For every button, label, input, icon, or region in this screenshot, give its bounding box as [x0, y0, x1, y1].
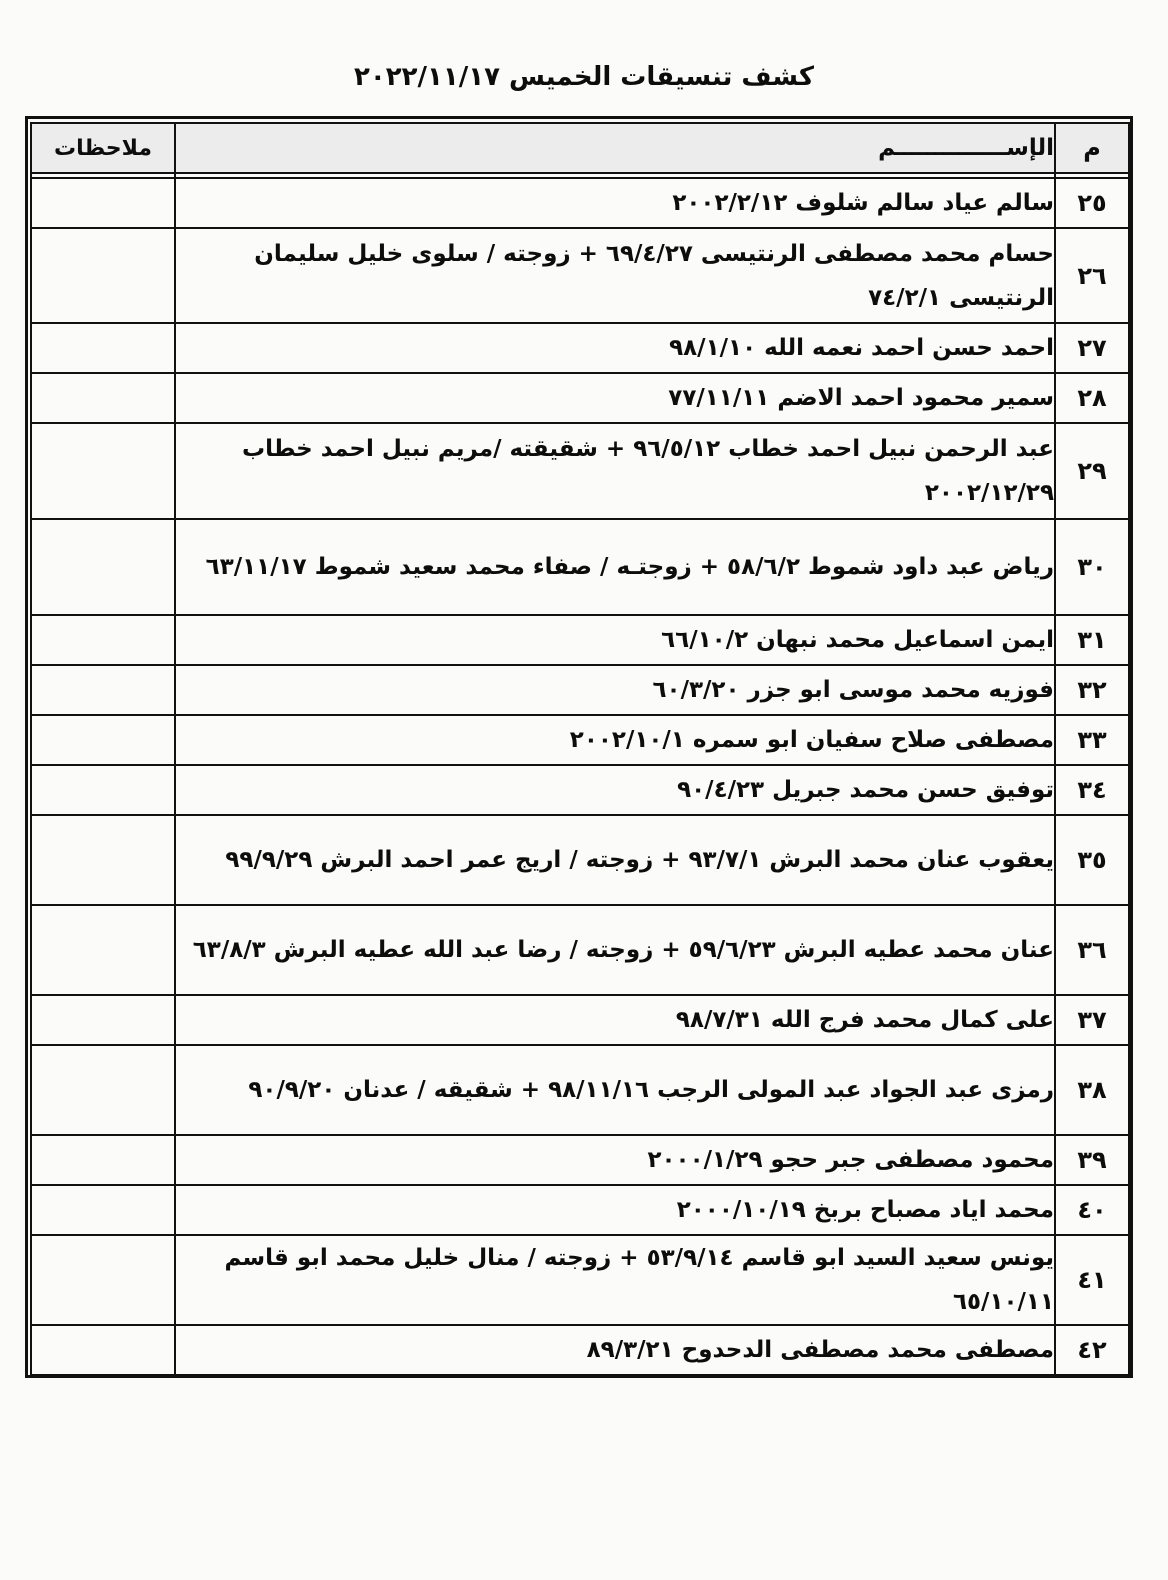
row-notes [31, 905, 175, 995]
row-notes [31, 323, 175, 373]
table-row [31, 1235, 1129, 1325]
row-number: ٢٥ [1055, 178, 1129, 228]
row-notes [31, 373, 175, 423]
row-number: ٢٨ [1055, 373, 1129, 423]
table-row [31, 178, 1129, 228]
table-row [31, 1325, 1129, 1375]
row-notes [31, 178, 175, 228]
row-name-details: سمير محمود احمد الاضم ٧٧/١١/١١ [175, 373, 1055, 423]
table-row [31, 715, 1129, 765]
table-row [31, 665, 1129, 715]
row-notes [31, 1135, 175, 1185]
row-number: ٣٢ [1055, 665, 1129, 715]
row-number: ٢٧ [1055, 323, 1129, 373]
row-number: ٤٠ [1055, 1185, 1129, 1235]
row-notes [31, 995, 175, 1045]
page-title: كشف تنسيقات الخميس ٢٠٢٢/١١/١٧ [354, 62, 814, 92]
row-name-details: توفيق حسن محمد جبريل ٩٠/٤/٢٣ [175, 765, 1055, 815]
row-name-details: عنان محمد عطيه البرش ٥٩/٦/٢٣ + زوجته / رضا عبد الله عطيه البرش ٦٣/٨/٣ [175, 905, 1055, 995]
row-name-details: يعقوب عنان محمد البرش ٩٣/٧/١ + زوجته / اريج عمر احمد البرش ٩٩/٩/٢٩ [175, 815, 1055, 905]
row-name-details: يونس سعيد السيد ابو قاسم ٥٣/٩/١٤ + زوجته / منال خليل محمد ابو قاسم ٦٥/١٠/١١ [175, 1235, 1055, 1325]
header-notes: ملاحظات [31, 123, 175, 173]
row-notes [31, 665, 175, 715]
row-name-details: فوزيه محمد موسى ابو جزر ٦٠/٣/٢٠ [175, 665, 1055, 715]
row-number: ٣٩ [1055, 1135, 1129, 1185]
row-notes [31, 715, 175, 765]
row-notes [31, 765, 175, 815]
row-name-details: مصطفى صلاح سفيان ابو سمره ٢٠٠٢/١٠/١ [175, 715, 1055, 765]
header-num: م [1055, 123, 1129, 173]
row-number: ٣٤ [1055, 765, 1129, 815]
table-row [31, 615, 1129, 665]
row-name-details: مصطفى محمد مصطفى الدحدوح ٨٩/٣/٢١ [175, 1325, 1055, 1375]
row-number: ٣٧ [1055, 995, 1129, 1045]
table-row [31, 228, 1129, 323]
row-number: ٤٢ [1055, 1325, 1129, 1375]
row-name-details: سالم عياد سالم شلوف ٢٠٠٢/٢/١٢ [175, 178, 1055, 228]
table-row [31, 519, 1129, 615]
row-notes [31, 1045, 175, 1135]
table-row [31, 905, 1129, 995]
row-name-details: محمود مصطفى جبر حجو ٢٠٠٠/١/٢٩ [175, 1135, 1055, 1185]
row-name-details: رياض عبد داود شموط ٥٨/٦/٢ + زوجتـه / صفاء محمد سعيد شموط ٦٣/١١/١٧ [175, 519, 1055, 615]
header-name: الإســــــــــــــم [175, 123, 1055, 173]
table-row [31, 323, 1129, 373]
row-name-details: رمزى عبد الجواد عبد المولى الرجب ٩٨/١١/١٦ + شقيقه / عدنان ٩٠/٩/٢٠ [175, 1045, 1055, 1135]
row-number: ٣٣ [1055, 715, 1129, 765]
table-row [31, 373, 1129, 423]
table-row [31, 1185, 1129, 1235]
row-number: ٤١ [1055, 1235, 1129, 1325]
table-row [31, 765, 1129, 815]
row-number: ٣٠ [1055, 519, 1129, 615]
row-notes [31, 519, 175, 615]
table-row [31, 1045, 1129, 1135]
coordination-table [30, 122, 1130, 1376]
row-name-details: حسام محمد مصطفى الرنتيسى ٦٩/٤/٢٧ + زوجته / سلوى خليل سليمان الرنتيسى ٧٤/٢/١ [175, 228, 1055, 323]
table-row [31, 423, 1129, 519]
row-number: ٢٦ [1055, 228, 1129, 323]
table-header-row [31, 123, 1129, 173]
row-name-details: على كمال محمد فرج الله ٩٨/٧/٣١ [175, 995, 1055, 1045]
row-notes [31, 228, 175, 323]
row-notes [31, 1235, 175, 1325]
table-row [31, 1135, 1129, 1185]
row-name-details: ايمن اسماعيل محمد نبهان ٦٦/١٠/٢ [175, 615, 1055, 665]
row-number: ٣٦ [1055, 905, 1129, 995]
row-notes [31, 1325, 175, 1375]
row-notes [31, 1185, 175, 1235]
row-number: ٢٩ [1055, 423, 1129, 519]
row-number: ٣٨ [1055, 1045, 1129, 1135]
row-name-details: محمد اياد مصباح بربخ ٢٠٠٠/١٠/١٩ [175, 1185, 1055, 1235]
table-row [31, 995, 1129, 1045]
row-number: ٣١ [1055, 615, 1129, 665]
table-row [31, 815, 1129, 905]
row-name-details: احمد حسن احمد نعمه الله ٩٨/١/١٠ [175, 323, 1055, 373]
row-name-details: عبد الرحمن نبيل احمد خطاب ٩٦/٥/١٢ + شقيقته /مريم نبيل احمد خطاب ٢٠٠٢/١٢/٢٩ [175, 423, 1055, 519]
row-notes [31, 423, 175, 519]
row-number: ٣٥ [1055, 815, 1129, 905]
row-notes [31, 615, 175, 665]
row-notes [31, 815, 175, 905]
